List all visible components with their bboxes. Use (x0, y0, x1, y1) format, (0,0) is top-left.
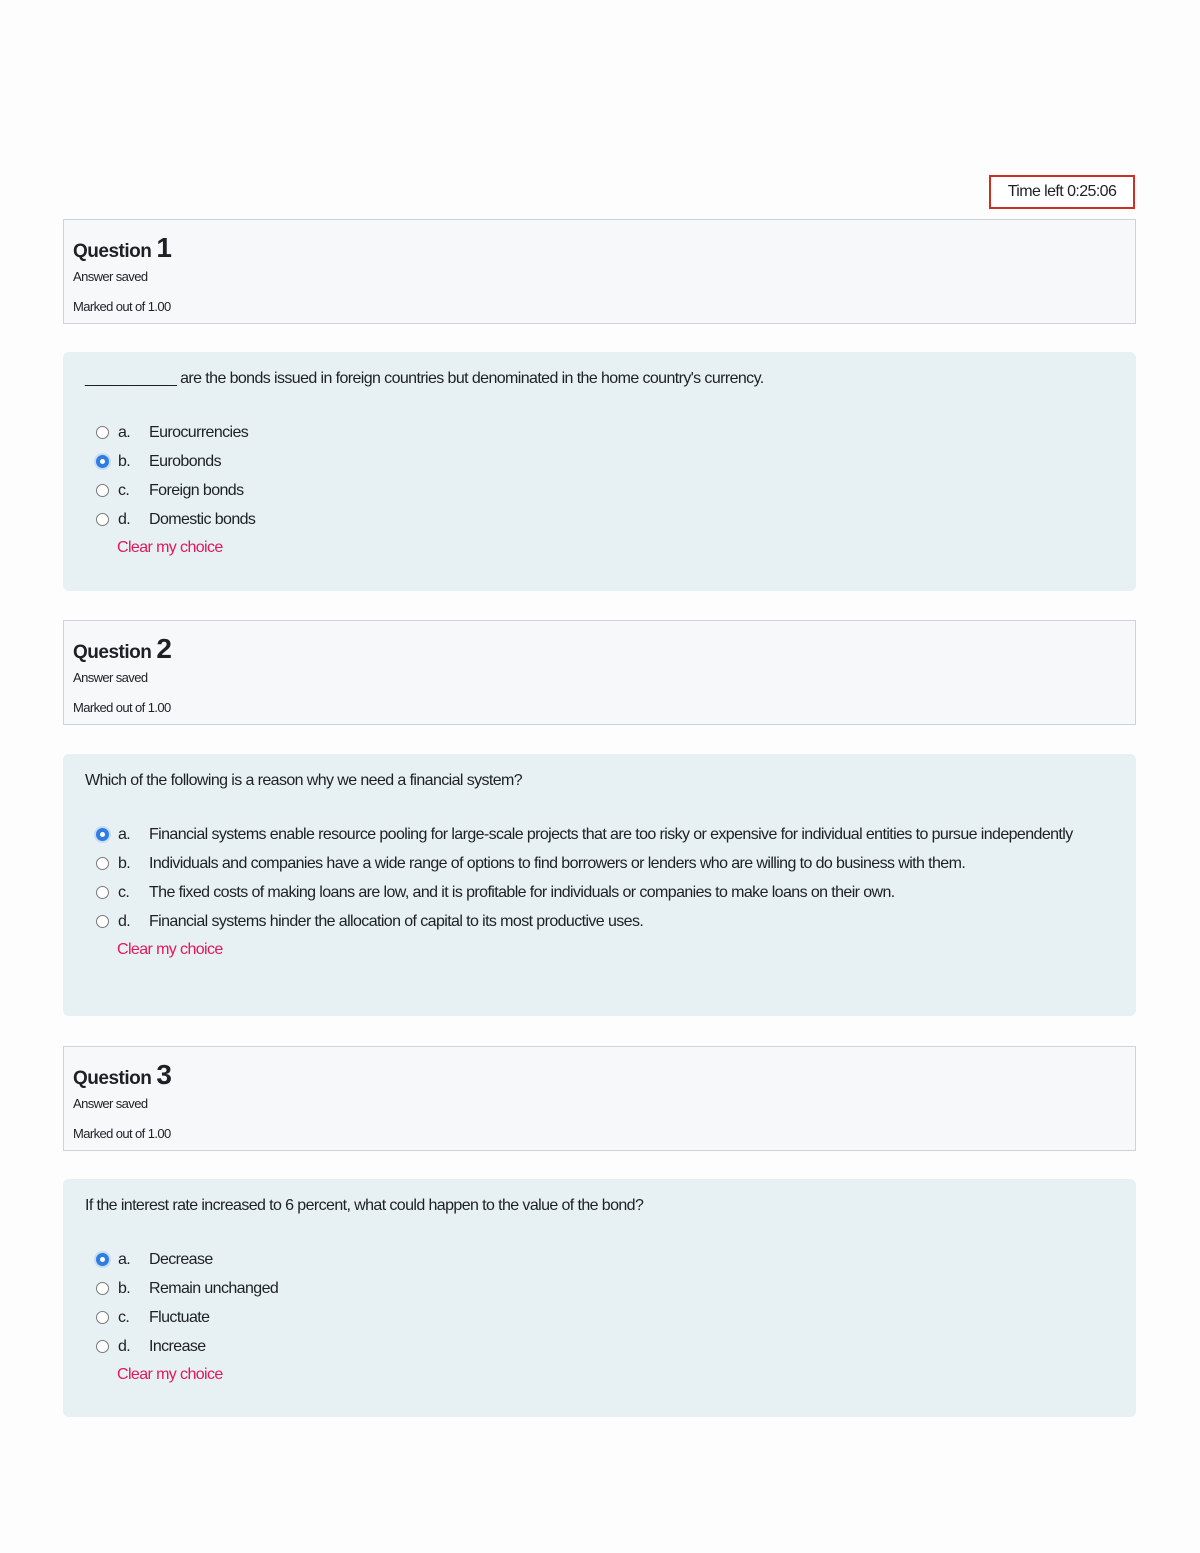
option-letter: b. (118, 453, 131, 470)
question-title-label: Question (73, 241, 152, 262)
question-formulation-2 (63, 754, 1136, 1016)
question-info-2 (63, 620, 1136, 725)
option-letter: b. (118, 1280, 131, 1297)
option-text: Foreign bonds (149, 482, 244, 499)
answer-option-c[interactable] (85, 1305, 1136, 1330)
question-grade: Marked out of 1.00 (73, 1126, 171, 1141)
question-title-label: Question (73, 1068, 152, 1089)
answer-options (85, 1247, 1136, 1359)
answer-option-a[interactable] (85, 1247, 1136, 1272)
question-grade: Marked out of 1.00 (73, 299, 171, 314)
option-letter: b. (118, 855, 131, 872)
question-number: 1 (156, 232, 172, 263)
clear-choice-link[interactable]: Clear my choice (117, 539, 223, 556)
radio-button[interactable] (96, 513, 109, 526)
option-text: Eurobonds (149, 453, 221, 470)
radio-button[interactable] (96, 1282, 109, 1295)
option-letter: a. (118, 826, 131, 843)
option-text: Domestic bonds (149, 511, 256, 528)
option-text: Remain unchanged (149, 1280, 279, 1297)
radio-button[interactable] (96, 484, 109, 497)
option-text: Individuals and companies have a wide range of options to find borrowers or lenders who are willing to do business with them. (149, 855, 966, 872)
answer-option-a[interactable] (85, 420, 1136, 445)
option-letter: d. (118, 1338, 131, 1355)
radio-button-selected[interactable] (96, 455, 109, 468)
option-letter: d. (118, 511, 131, 528)
answer-option-c[interactable] (85, 880, 1136, 905)
option-text: The fixed costs of making loans are low, and it is profitable for individuals or companies to make loans on their own. (149, 884, 895, 901)
answer-option-c[interactable] (85, 478, 1136, 503)
clear-choice-link[interactable]: Clear my choice (117, 1366, 223, 1383)
question-text: Which of the following is a reason why we need a financial system? (85, 772, 523, 789)
option-text: Fluctuate (149, 1309, 210, 1326)
option-letter: c. (118, 1309, 130, 1326)
radio-button-selected[interactable] (96, 828, 109, 841)
question-title (73, 633, 1135, 663)
question-number: 3 (156, 1059, 172, 1090)
question-state: Answer saved (73, 269, 148, 284)
question-title (73, 1059, 1135, 1089)
question-grade: Marked out of 1.00 (73, 700, 171, 715)
answer-option-d[interactable] (85, 1334, 1136, 1359)
option-letter: c. (118, 884, 130, 901)
question-text: ___________ are the bonds issued in foreign countries but denominated in the home country's currency. (85, 370, 764, 387)
clear-choice-link[interactable]: Clear my choice (117, 941, 223, 958)
radio-button[interactable] (96, 426, 109, 439)
question-text: If the interest rate increased to 6 percent, what could happen to the value of the bond? (85, 1197, 644, 1214)
question-title-label: Question (73, 642, 152, 663)
radio-button[interactable] (96, 915, 109, 928)
option-letter: d. (118, 913, 131, 930)
answer-option-b[interactable] (85, 1276, 1136, 1301)
option-text: Eurocurrencies (149, 424, 249, 441)
radio-button[interactable] (96, 1340, 109, 1353)
answer-options (85, 420, 1136, 532)
radio-button-selected[interactable] (96, 1253, 109, 1266)
option-letter: c. (118, 482, 130, 499)
question-number: 2 (156, 633, 172, 664)
question-info-1 (63, 219, 1136, 324)
timer-label: Time left (1007, 183, 1064, 200)
answer-option-b[interactable] (85, 449, 1136, 474)
question-state: Answer saved (73, 1096, 148, 1111)
question-title (73, 232, 1135, 262)
quiz-timer (989, 175, 1135, 209)
option-text: Financial systems hinder the allocation of capital to its most productive uses. (149, 913, 644, 930)
question-formulation-1 (63, 352, 1136, 591)
radio-button[interactable] (96, 886, 109, 899)
answer-option-a[interactable] (85, 822, 1136, 847)
timer-value: 0:25:06 (1067, 183, 1117, 200)
radio-button[interactable] (96, 1311, 109, 1324)
answer-option-b[interactable] (85, 851, 1136, 876)
option-text: Increase (149, 1338, 206, 1355)
option-letter: a. (118, 424, 131, 441)
question-info-3 (63, 1046, 1136, 1151)
option-letter: a. (118, 1251, 131, 1268)
answer-option-d[interactable] (85, 507, 1136, 532)
question-state: Answer saved (73, 670, 148, 685)
answer-options (85, 822, 1136, 934)
radio-button[interactable] (96, 857, 109, 870)
option-text: Decrease (149, 1251, 213, 1268)
answer-option-d[interactable] (85, 909, 1136, 934)
question-formulation-3 (63, 1179, 1136, 1417)
option-text: Financial systems enable resource pooling for large-scale projects that are too risky or expensive for individual entities to pursue independently (149, 826, 1073, 843)
